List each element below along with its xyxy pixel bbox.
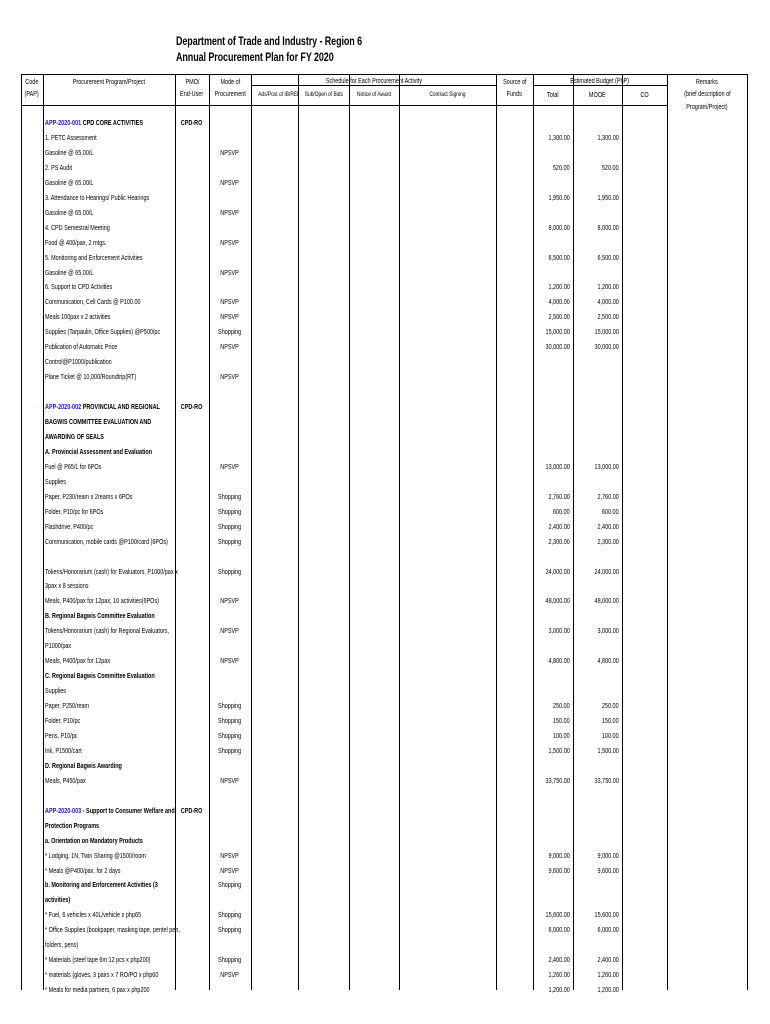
row-description: a. Orientation on Mandatory Products	[45, 835, 143, 845]
row-total: 1,500.00	[548, 745, 570, 755]
col-remarks-sub: (brief description of	[683, 89, 731, 98]
row-mooe: 2,400.00	[597, 521, 619, 531]
row-total: 48,000.00	[545, 596, 570, 606]
row-mode: Shopping	[218, 701, 242, 711]
row-mode: NPSVP	[220, 342, 240, 352]
row-description: Gasoline @ 65.00/L	[45, 177, 94, 187]
row-mode: Shopping	[218, 955, 242, 965]
row-mooe: 9,600.00	[597, 865, 619, 875]
row-description: Meals, P400/pax for 12pax	[45, 656, 111, 666]
row-mode: Shopping	[218, 880, 242, 890]
row-description: B. Regional Bagwis Committee Evaluation	[45, 611, 155, 621]
row-pmo: CPD-RO	[181, 118, 203, 127]
row-mooe: 150.00	[602, 716, 619, 725]
col-mooe: MOOE	[589, 90, 606, 99]
row-mooe: 33,750.00	[594, 775, 619, 785]
row-mode: Shopping	[218, 925, 242, 935]
report-subtitle: Annual Procurement Plan for FY 2020	[176, 52, 334, 64]
row-description: Communication, Cell Cards @ P100.00	[45, 297, 141, 307]
row-mode: NPSVP	[220, 372, 240, 382]
row-mooe: 2,300.00	[597, 536, 619, 546]
row-mooe: 2,400.00	[597, 955, 619, 965]
row-mode: NPSVP	[220, 177, 240, 187]
row-mode: Shopping	[218, 506, 242, 516]
row-description: Meals 100pax x 2 activities	[45, 312, 111, 322]
row-description: * Meals for media partners, 6 pax x php200	[45, 985, 150, 995]
row-description: b. Monitoring and Enforcement Activities (3	[45, 880, 158, 890]
row-mode: Shopping	[218, 521, 242, 531]
row-description: 1. PETC Assessment	[45, 132, 97, 142]
row-total: 30,000.00	[545, 342, 570, 352]
row-mooe: 9,000.00	[597, 850, 619, 860]
row-total: 2,400.00	[548, 521, 570, 531]
row-mooe: 4,000.00	[597, 297, 619, 307]
row-description: Fuel @ P65/L for 6POs	[45, 461, 102, 471]
col-co: CO	[640, 90, 649, 99]
col-notice: Notice of Award	[356, 91, 392, 98]
row-description	[45, 118, 143, 128]
row-description: Paper, P250/ream	[45, 701, 90, 711]
row-description	[45, 806, 175, 816]
col-pmo: PMO/	[185, 77, 199, 86]
row-mooe: 520.00	[602, 162, 619, 172]
row-total: 250.00	[553, 701, 570, 711]
report-title: Department of Trade and Industry - Region 6	[176, 36, 363, 48]
col-source-sub: Funds	[506, 89, 523, 98]
row-mooe: 24,000.00	[594, 566, 619, 576]
row-pmo: CPD-RO	[181, 402, 203, 412]
row-mooe: 15,600.00	[594, 910, 619, 920]
row-total: 2,300.00	[548, 536, 570, 546]
row-total: 15,600.00	[545, 910, 570, 920]
row-description: 3. Attendance to Hearings/ Public Hearings	[45, 192, 150, 202]
row-mooe: 1,950.00	[597, 192, 619, 202]
row-total: 6,000.00	[548, 925, 570, 935]
row-total: 1,200.00	[548, 985, 570, 995]
row-description: D. Regional Bagwis Awarding	[45, 760, 122, 770]
row-mooe: 250.00	[602, 701, 619, 711]
row-mode: NPSVP	[220, 461, 240, 471]
row-mooe: 30,000.00	[594, 342, 619, 352]
row-mooe: 1,500.00	[597, 745, 619, 755]
row-mooe: 15,000.00	[594, 327, 619, 337]
col-remarks: Remarks	[696, 77, 718, 86]
row-mooe: 1,300.00	[597, 132, 619, 142]
col-schedule: Schedule for Each Procurement Activity	[325, 76, 422, 85]
row-mode: Shopping	[218, 730, 242, 740]
row-mode: NPSVP	[220, 267, 240, 277]
row-total: 2,500.00	[548, 312, 570, 322]
row-mode: NPSVP	[220, 865, 240, 875]
row-description: 5. Monitoring and Enforcement Activities	[45, 252, 143, 262]
row-description: Communication, mobile cards @P100/card (6POs)	[45, 536, 168, 546]
row-mooe: 1,200.00	[597, 282, 619, 292]
row-description: P1000/pax	[45, 641, 72, 651]
row-description: Folder, P10/pc for 6POs	[45, 506, 104, 516]
row-mode: NPSVP	[220, 775, 240, 785]
row-total: 520.00	[553, 162, 570, 172]
row-total: 13,000.00	[545, 461, 570, 471]
row-description: Plane Ticket @ 10,000/Roundtrip(RT)	[45, 372, 137, 382]
row-total: 2,400.00	[548, 955, 570, 965]
row-total: 15,000.00	[545, 327, 570, 337]
row-mode: NPSVP	[220, 970, 240, 980]
row-mooe: 2,500.00	[597, 312, 619, 322]
row-mooe: 6,500.00	[597, 252, 619, 262]
row-mode: NPSVP	[220, 297, 240, 307]
row-title: - Support to Consumer Welfare and	[81, 805, 175, 815]
row-mooe: 6,000.00	[597, 925, 619, 935]
row-mooe: 600.00	[602, 506, 619, 516]
row-description: Gasoline @ 65.00/L	[45, 147, 94, 157]
row-mode: NPSVP	[220, 850, 240, 860]
row-description: * Meals @P400/pax, for 2 days	[45, 865, 121, 875]
row-total: 4,800.00	[548, 656, 570, 666]
row-description: Pens, P10/pc	[45, 730, 78, 740]
row-description: Control@P1000/publication	[45, 357, 112, 367]
row-mooe: 48,000.00	[594, 596, 619, 606]
row-total: 4,000.00	[548, 297, 570, 307]
row-mooe: 3,000.00	[597, 626, 619, 636]
col-mode: Mode of	[220, 77, 240, 86]
row-total: 9,600.00	[548, 865, 570, 875]
row-mode: Shopping	[218, 491, 242, 501]
procurement-table	[21, 74, 748, 995]
col-source: Source of	[502, 77, 527, 86]
row-total: 8,000.00	[548, 222, 570, 232]
row-description: Tokens/Honorarium (cash) for Evaluators, P1000/pax x	[45, 566, 178, 576]
row-title: PROVINCIAL AND REGIONAL	[81, 402, 160, 412]
row-mode: Shopping	[218, 745, 242, 755]
row-description: 6. Support to CPD Activities	[45, 282, 113, 292]
row-total: 150.00	[553, 716, 570, 725]
col-program: Procurement Program/Project	[72, 77, 146, 86]
row-description: * Lodging, 1N, Twin Sharing @1500/room	[45, 850, 146, 860]
row-description: * Materials (steel tape 6m 12 pcs x php200)	[45, 955, 151, 965]
row-mode: Shopping	[218, 536, 242, 546]
row-total: 100.00	[553, 730, 570, 740]
row-description	[45, 402, 160, 412]
row-title: CPD CORE ACTIVITIES	[81, 118, 143, 127]
row-total: 600.00	[553, 506, 570, 516]
col-contract: Contract Signing	[429, 91, 466, 98]
col-code: Code	[25, 77, 39, 86]
row-total: 24,000.00	[545, 566, 570, 576]
row-total: 1,200.00	[548, 282, 570, 292]
row-description: Supplies	[45, 686, 66, 696]
col-total: Total	[547, 90, 559, 99]
col-remarks-sub2: Program/Project)	[686, 102, 728, 111]
row-mooe: 100.00	[602, 730, 619, 740]
row-code: APP-2020-001	[45, 118, 82, 127]
row-mode: Shopping	[218, 327, 242, 337]
row-code: APP-2020-002	[45, 402, 82, 412]
row-mooe: 13,000.00	[594, 461, 619, 471]
row-mooe: 4,800.00	[597, 656, 619, 666]
row-description: Supplies	[45, 476, 66, 486]
row-mode: NPSVP	[220, 147, 240, 157]
row-mode: NPSVP	[220, 596, 240, 606]
row-total: 2,760.00	[548, 491, 570, 501]
row-description: Folder, P10/pc	[45, 716, 81, 725]
row-description: Gasoline @ 65.00/L	[45, 207, 94, 217]
row-description: 4. CPD Semestral Meeting	[45, 222, 110, 232]
row-total: 3,000.00	[548, 626, 570, 636]
row-mode: NPSVP	[220, 656, 240, 666]
col-ads: Ads/Post of IB/REI	[258, 91, 299, 98]
row-description: Food @ 400/pax, 2 mtgs.	[45, 237, 107, 247]
row-description: Meals, P400/pax for 12pax, 10 activities(6POs)	[45, 596, 159, 606]
row-code: APP-2020-003	[45, 805, 82, 815]
row-description: 2. PS Audit	[45, 162, 73, 172]
row-description: Supplies (Tarpaulin, Office Supplies) @P500/pc	[45, 327, 161, 337]
row-total: 1,300.00	[548, 132, 570, 142]
row-total: 1,260.00	[548, 970, 570, 980]
col-code-sub: (PAP)	[24, 89, 40, 98]
row-description: * Fuel, 6 vehicles x 40L/vehicle x php65	[45, 910, 142, 920]
row-mooe: 2,760.00	[597, 491, 619, 501]
row-description: Gasoline @ 65.00/L	[45, 267, 94, 277]
row-description: Tokens/Honorarium (cash) for Regional Evaluators,	[45, 626, 170, 636]
col-sub-open: Sub/Open of Bids	[304, 91, 343, 98]
col-mode-sub: Procurement	[214, 89, 246, 98]
col-pmo-sub: End-User	[180, 89, 204, 98]
row-description: Flashdrive, P400/pc	[45, 521, 94, 531]
row-description: * Office Supplies (bookpaper, masking tape, pentel pen,	[45, 925, 180, 935]
row-mode: NPSVP	[220, 312, 240, 322]
row-description: * materials (gloves, 3 pairs x 7 RO/PO x php60	[45, 970, 159, 980]
row-description: Publication of Automatic Price	[45, 342, 118, 352]
row-mode: Shopping	[218, 566, 242, 576]
row-mooe: 1,200.00	[597, 985, 619, 995]
row-mode: NPSVP	[220, 626, 240, 636]
row-total: 6,500.00	[548, 252, 570, 262]
row-mooe: 8,000.00	[597, 222, 619, 232]
row-description: 3pax x 8 sessions	[45, 581, 89, 591]
row-description: C. Regional Bagwis Committee Evaluation	[45, 671, 155, 681]
row-mode: NPSVP	[220, 207, 240, 217]
row-description: activities)	[45, 895, 71, 905]
row-mode: Shopping	[218, 716, 242, 725]
row-description: Paper, P230/ream x 2reams x 6POs	[45, 491, 133, 501]
row-total: 33,750.00	[545, 775, 570, 785]
row-pmo: CPD-RO	[181, 805, 203, 815]
row-description: folders, pens)	[45, 940, 79, 950]
row-mooe: 1,260.00	[597, 970, 619, 980]
row-description: AWARDING OF SEALS	[45, 431, 104, 441]
row-total: 1,950.00	[548, 192, 570, 202]
col-budget: Estimated Budget (PhP)	[570, 76, 630, 85]
row-description: Ink, P1500/cart	[45, 745, 82, 755]
row-description: Meals, P450/pax	[45, 775, 86, 785]
row-mode: NPSVP	[220, 237, 240, 247]
row-description: Protection Programs	[45, 820, 100, 830]
row-mode: Shopping	[218, 910, 242, 920]
row-total: 9,000.00	[548, 850, 570, 860]
row-description: BAGWIS COMMITTEE EVALUATION AND	[45, 417, 152, 426]
row-description: A. Provincial Assessment and Evaluation	[45, 446, 153, 456]
